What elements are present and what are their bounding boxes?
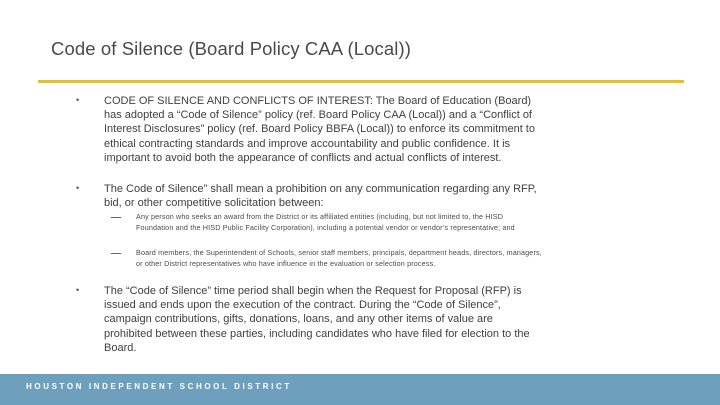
sub-bullet-district-staff: Board members, the Superintendent of Schools, senior staff members, principals, department heads, directors, managers, or other District representatives who have influence in the evaluation or selection process. (136, 248, 542, 269)
bullet-marker: • (76, 95, 80, 105)
footer-bar (0, 374, 720, 405)
title-divider (38, 80, 684, 83)
footer-district-name: HOUSTON INDEPENDENT SCHOOL DISTRICT (26, 382, 292, 391)
bullet-code-of-silence-definition: The Code of Silence” shall mean a prohibition on any communication regarding any RFP, bid, or other competitive solicitation between: (104, 183, 537, 210)
sub-bullet-vendors: Any person who seeks an award from the District or its affiliated entities (including, but not limited to, the HISD Foundation and the HISD Public Facility Corporation), including a potential vendor or vendor’s representative; and (136, 212, 515, 233)
bullet-marker: • (76, 183, 80, 193)
slide-title: Code of Silence (Board Policy CAA (Local)) (51, 38, 411, 59)
sub-bullet-dash (111, 253, 121, 254)
sub-bullet-dash (111, 217, 121, 218)
bullet-code-of-silence-intro: CODE OF SILENCE AND CONFLICTS OF INTEREST: The Board of Education (Board) has adopted a “Code of Silence” policy (ref. Board Policy CAA (Local)) and a “Conflict of Interest Disclosures” policy (ref. Board Policy BBFA (Local)) to enforce its commitment to ethical contracting standards and improve accountability and public confidence. It is important to avoid both the appearance of conflicts and actual conflicts of interest. (104, 95, 535, 164)
bullet-time-period: The “Code of Silence” time period shall begin when the Request for Proposal (RFP) is issued and ends upon the execution of the contract. During the “Code of Silence”, campaign contributions, gifts, donations, loans, and any other items of value are prohibited between these parties, including candidates who have filed for election to the Board. (104, 285, 530, 354)
bullet-marker: • (76, 285, 80, 295)
